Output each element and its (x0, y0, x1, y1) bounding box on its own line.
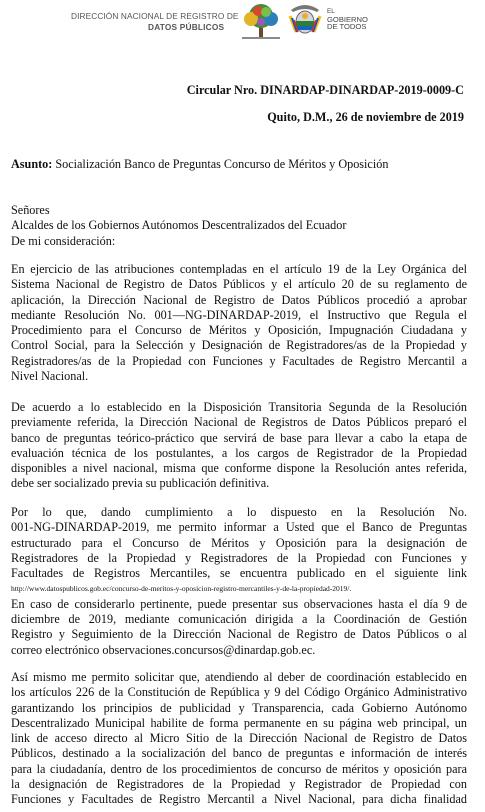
paragraph-line: Registradores de la Propiedad y Registradores de la Propiedad con Funciones y (11, 550, 467, 565)
paragraph-line: la designación de Registradores de la Propiedad y Registrador de Propiedad con (11, 777, 467, 792)
subject-label: Asunto: (11, 157, 53, 171)
paragraph-line: disponibles a nivel nacional, misma que conforme dispone la Resolución antes referida, (11, 461, 467, 476)
paragraph-line: 001-NG-DINARDAP-2019, me permito informar a Usted que el Banco de Preguntas (11, 520, 467, 535)
coat-of-arms-icon (287, 2, 323, 40)
paragraph-line: Registradores/as de la Propiedad con Funciones y Facultades de Registro Mercantil a (11, 353, 467, 368)
paragraph-line: mediante Resolución No. 001—NG-DINARDAP-2019, el Instructivo que Regula el (11, 307, 467, 322)
letterhead (0, 0, 485, 50)
paragraph-line: aplicación, la Dirección Nacional de Registro de Datos Públicos procedió a aprobar (11, 292, 467, 307)
paragraph-line: los artículos 226 de la Constitución de República y 9 del Código Orgánico Administrativo (11, 685, 467, 700)
paragraph-line: Registro y Seguimiento de la Dirección Nacional de Registro de Datos Públicos o al (11, 627, 467, 642)
subject-line (11, 157, 467, 172)
paragraph-line: Descentralizado Municipal habilite de forma permanente en su página web principal, un (11, 715, 467, 730)
gov-label-de-todos: DE TODOS (327, 22, 367, 32)
paragraph-line: Nivel Nacional. (11, 369, 89, 384)
paragraph-2 (11, 400, 467, 492)
gov-label-gobierno: GOBIERNO (327, 14, 368, 24)
greeting-line: Señores (11, 203, 50, 217)
paragraph-line: En ejercicio de las atribuciones contempladas en el artículo 19 de la Ley Orgánica del (11, 262, 467, 276)
place-and-date: Quito, D.M., 26 de noviembre de 2019 (267, 110, 464, 124)
paragraph-line: Por lo que, dando cumplimiento a lo dispuesto en la Resolución No. (11, 505, 467, 519)
paragraph-line: diciembre de 2019, mediante comunicación dirigida a la Coordinación de Gestión (11, 612, 467, 627)
paragraph-line: Facultades de Registros Mercantiles, se encuentra publicado en el siguiente link (11, 566, 467, 581)
paragraph-line: previamente referida, la Dirección Nacional de Registros de Datos Públicos preparó el (11, 415, 467, 430)
paragraph-line: Públicos, destinado a la socialización del banco de preguntas e información de interés (11, 746, 467, 761)
paragraph-line: link de acceso directo al Micro Sitio de la Dirección Nacional de Registro de Datos (11, 731, 467, 746)
paragraph-line: Control Social, para la Selección y Designación de Registradores/as de la Propiedad y (11, 338, 467, 353)
gov-label-el: EL (327, 8, 335, 15)
tree-logo-icon (236, 2, 286, 42)
paragraph-3 (11, 505, 467, 658)
greeting-line: De mi consideración: (11, 233, 116, 248)
paragraph-line: Sistema Nacional de Registro de Datos Públicos y el artículo 20 de su reglamento de (11, 277, 467, 292)
paragraph-line: Así mismo me permito solicitar que, atendiendo al deber de coordinación establecido en (11, 670, 467, 684)
paragraph-line: estructurado para el Concurso de Méritos y Oposición para la designación de (11, 535, 467, 550)
paragraph-4 (11, 670, 467, 808)
paragraph-line: De acuerdo a lo establecido en la Disposición Transitoria Segunda de la Resolución (11, 400, 467, 414)
publication-link[interactable]: http://www.datospublicos.gob.ec/concurso-de-meritos-y-oposicion-registro-mercantiles-y-de-la-propiedad-2019/. (11, 584, 352, 594)
org-name-line2: DATOS PÚBLICOS (148, 22, 225, 32)
paragraph-line: evaluación técnica de los postulantes, a los cargos de Registrador de la Propiedad (11, 445, 467, 460)
subject-text: Socialización Banco de Preguntas Concurso de Méritos y Oposición (52, 157, 389, 171)
greeting (11, 203, 467, 249)
paragraph-line: para la ciudadanía, dentro de los procedimientos de concurso de méritos y oposición para (11, 761, 467, 776)
paragraph-line: Procedimiento para el Concurso de Méritos y Oposición, Impugnación Ciudadana y (11, 323, 467, 338)
circular-number: Circular Nro. DINARDAP-DINARDAP-2019-0009-C (186, 83, 464, 97)
paragraph-line: Funciones y Facultades de Registro Mercantil a Nivel Nacional, para dicha finalidad (11, 792, 467, 807)
government-label (327, 8, 368, 31)
paragraph-line: En caso de considerarlo pertinente, puede presentar sus observaciones hasta el día 9 de (11, 596, 467, 611)
paragraph-line: correo electrónico observaciones.concursos@dinardap.gob.ec. (11, 642, 316, 657)
org-name-line1: DIRECCIÓN NACIONAL DE REGISTRO DE (71, 11, 239, 21)
paragraph-line: banco de preguntas teórico-práctico que servirá de base para llevar a cabo la etapa de (11, 430, 467, 445)
greeting-line: Alcaldes de los Gobiernos Autónomos Descentralizados del Ecuador (11, 218, 347, 233)
paragraph-line: debe ser socializado previa su publicación definitiva. (11, 476, 270, 491)
paragraph-line: garantizando los principios de publicidad y Transparencia, cada Gobierno Autónomo (11, 700, 467, 715)
paragraph-1 (11, 262, 467, 384)
